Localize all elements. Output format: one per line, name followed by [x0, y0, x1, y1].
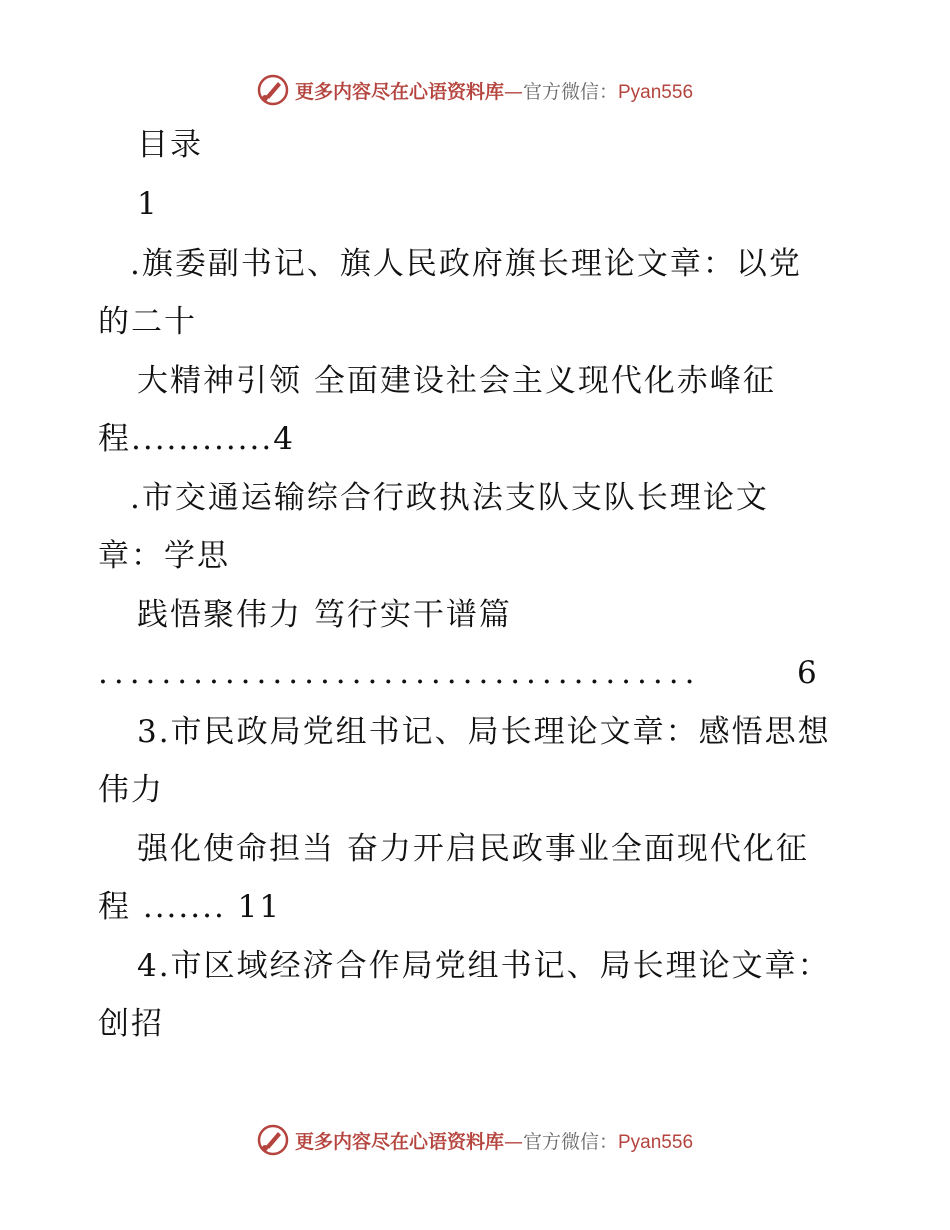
toc-entry-3-line-4: 程 ....... 11 [98, 889, 282, 925]
banner-wechat-id: Pyan556 [618, 81, 694, 103]
toc-entry-2-page-number: 6 [797, 655, 817, 691]
banner-content [257, 1124, 693, 1156]
toc-entry-1-line-2: 的二十 [98, 304, 197, 340]
toc-entry-3-line-1: 3.市民政局党组书记、局长理论文章：感悟思想 [137, 714, 831, 750]
banner-wechat-label: 官方微信： [522, 1130, 618, 1153]
toc-entry-3-line-3: 强化使命担当 奋力开启民政事业全面现代化征 [137, 831, 809, 867]
toc-entry-3-line-2: 伟力 [98, 772, 164, 808]
footer-banner [0, 1120, 950, 1160]
toc-entry-2-leader-dots: ...................................... [98, 655, 701, 691]
banner-wechat-id: Pyan556 [618, 1131, 694, 1153]
toc-entry-1-line-4: 程............4 [98, 421, 295, 457]
toc-entry-2-line-1: .市交通运输综合行政执法支队支队长理论文 [130, 480, 769, 516]
toc-entry-1-line-3: 大精神引领 全面建设社会主义现代化赤峰征 [137, 363, 776, 399]
banner-separator: — [503, 1130, 523, 1153]
banner-separator: — [503, 80, 523, 103]
toc-entry-2-line-2: 章：学思 [98, 538, 230, 574]
banner-title: 更多内容尽在心语资料库 [294, 80, 504, 103]
banner-wechat-label: 官方微信： [522, 80, 618, 103]
pen-nib-logo-icon [257, 74, 289, 106]
header-banner [0, 70, 950, 110]
toc-entry-4-line-1: 4.市区域经济合作局党组书记、局长理论文章： [137, 948, 831, 984]
pen-nib-logo-icon [257, 1124, 289, 1156]
toc-entry-4-line-2: 创招 [98, 1006, 164, 1042]
banner-title: 更多内容尽在心语资料库 [294, 1130, 504, 1153]
toc-entry-2-line-3: 践悟聚伟力 笃行实干谱篇 [137, 597, 512, 633]
toc-entry-1-line-1: .旗委副书记、旗人民政府旗长理论文章：以党 [130, 246, 802, 282]
toc-entry-1-number: 1 [137, 186, 159, 222]
banner-content [257, 74, 693, 106]
toc-heading: 目录 [137, 127, 203, 163]
